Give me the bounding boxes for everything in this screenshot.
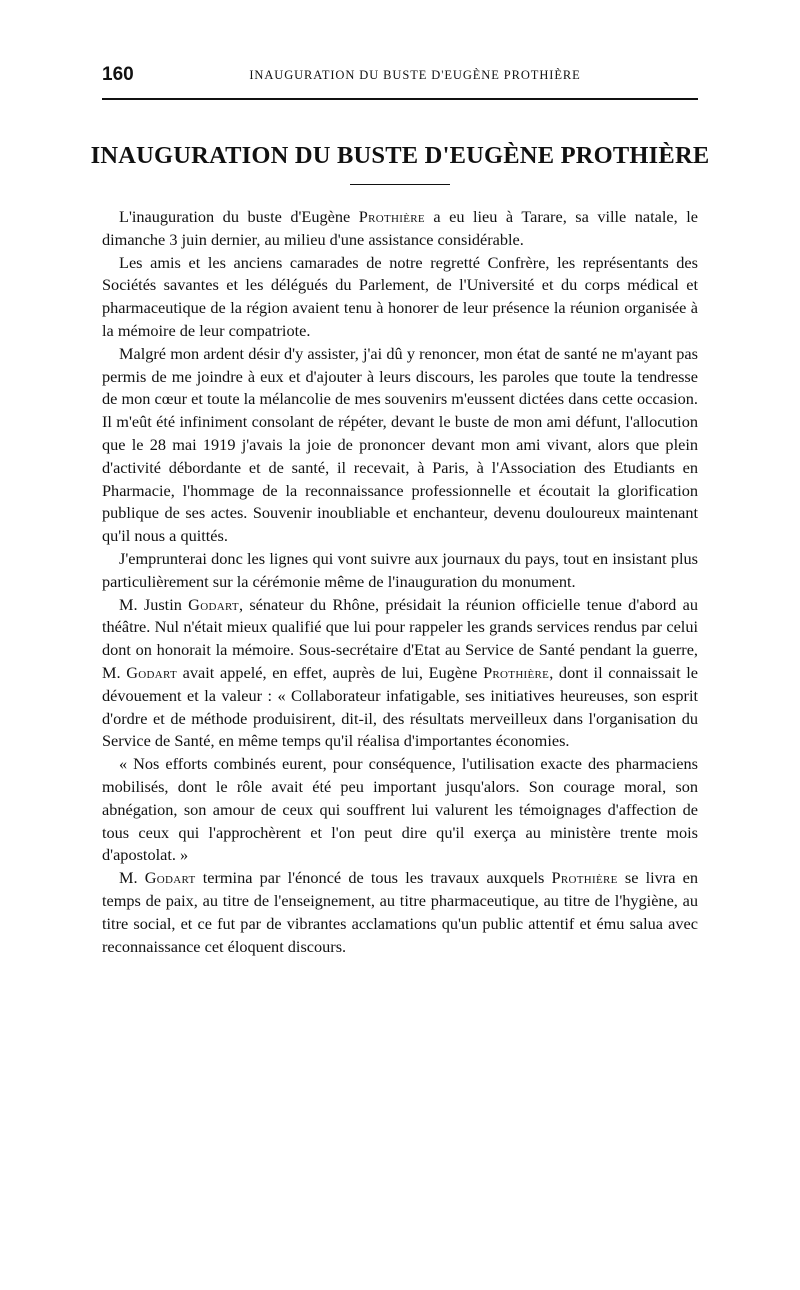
text-run: avait appelé, en effet, auprès de lui, Eugène <box>177 662 484 682</box>
text-run: Malgré mon ardent désir d'y assister, j'ai dû y renoncer, mon état de santé ne m'ayant pas permis de me joindre à eux et d'ajouter à leurs discours, les paroles que toute la tendresse de mon cœur et toute la mélancolie de mes souvenirs m'eussent dictées dans cette occasion. Il m'eût été infiniment consolant de répéter, devant le buste de mon ami défunt, l'allocution que le 28 mai 1919 j'avais la joie de prononcer devant mon ami vivant, alors que plein d'activité débordante et de santé, il recevait, à Paris, à l'Association des Etudiants en Pharmacie, l'hommage de la reconnaissance professionnelle et écoutait la glorification publique de ses actes. Souvenir inoubliable et enchanteur, devenu douloureux maintenant qu'il nous a quittés. <box>102 343 698 546</box>
text-run: J'emprunterai donc les lignes qui vont suivre aux journaux du pays, tout en insistant plus particulièrement sur la cérémonie même de l'inauguration du monument. <box>102 548 698 591</box>
small-caps-name: Prothière <box>358 207 425 226</box>
small-caps-name: Godart <box>144 868 196 888</box>
article-body <box>102 206 698 958</box>
article-title: INAUGURATION DU BUSTE D'EUGÈNE PROTHIÈRE <box>90 142 710 169</box>
paragraph <box>102 343 698 548</box>
text-run: « Nos efforts combinés eurent, pour conséquence, l'utilisation exacte des pharmaciens mobilisés, dont le rôle avait été peu important jusqu'alors. Son courage moral, son abnégation, son amour de ceux qui souffrent lui valurent les témoignages d'affection de tous ceux qui l'approchèrent et l'on peut dire qu'il exerça au ministère trente mois d'apostolat. » <box>102 754 698 865</box>
running-header <box>102 63 698 91</box>
paragraph <box>102 867 698 958</box>
header-rule <box>102 98 698 100</box>
page-number: 160 <box>102 64 134 85</box>
text-run: a eu lieu à Tarare, sa ville natale, le dimanche 3 juin dernier, au milieu d'une assistance considérable. <box>102 207 698 249</box>
text-run: M. <box>119 868 145 888</box>
small-caps-name: Godart <box>188 594 239 614</box>
text-run: L'inauguration du buste d'Eugène <box>119 207 359 226</box>
paragraph <box>102 548 698 594</box>
title-rule <box>350 184 450 185</box>
text-run: M. Justin <box>119 594 189 614</box>
small-caps-name: Godart <box>126 662 178 682</box>
text-run: , dont il connaissait le dévouement et la valeur : « Collaborateur infatigable, ses initiatives heureuses, son esprit d'ordre et de méthode produisirent, dit-il, des résultats merveilleux dans l'organisation du Service de Santé, en même temps qu'il réalisa d'importantes économies. <box>102 662 699 751</box>
paragraph <box>102 206 698 252</box>
paragraph <box>102 753 698 867</box>
paragraph <box>102 594 698 754</box>
running-title: INAUGURATION DU BUSTE D'EUGÈNE PROTHIÈRE <box>249 68 581 82</box>
text-run: Les amis et les anciens camarades de notre regretté Confrère, les représentants des Sociétés savantes et les délégués du Parlement, de l'Université et du corps médical et pharmaceutique de la région avaient tenu à honorer de leur présence la réunion organisée à la mémoire de leur compatriote. <box>102 252 698 340</box>
small-caps-name: Prothière <box>551 868 618 888</box>
paragraph <box>102 252 698 343</box>
small-caps-name: Prothière <box>483 662 550 682</box>
text-run: se livra en temps de paix, au titre de l'enseignement, au titre pharmaceutique, au titre de l'hygiène, au titre social, et ce fut par de vibrantes acclamations qu'un public attentif et ému salua avec reconnaissance cet éloquent discours. <box>102 868 698 956</box>
text-run: termina par l'énoncé de tous les travaux auxquels <box>195 868 552 888</box>
text-run: , sénateur du Rhône, présidait la réunion officielle tenue d'abord au théâtre. Nul n'était mieux qualifié que lui pour rappeler les grands services rendus par celui dont on honorait la mémoire. Sous-secrétaire d'Etat au Service de Santé pendant la guerre, M. <box>102 594 698 682</box>
